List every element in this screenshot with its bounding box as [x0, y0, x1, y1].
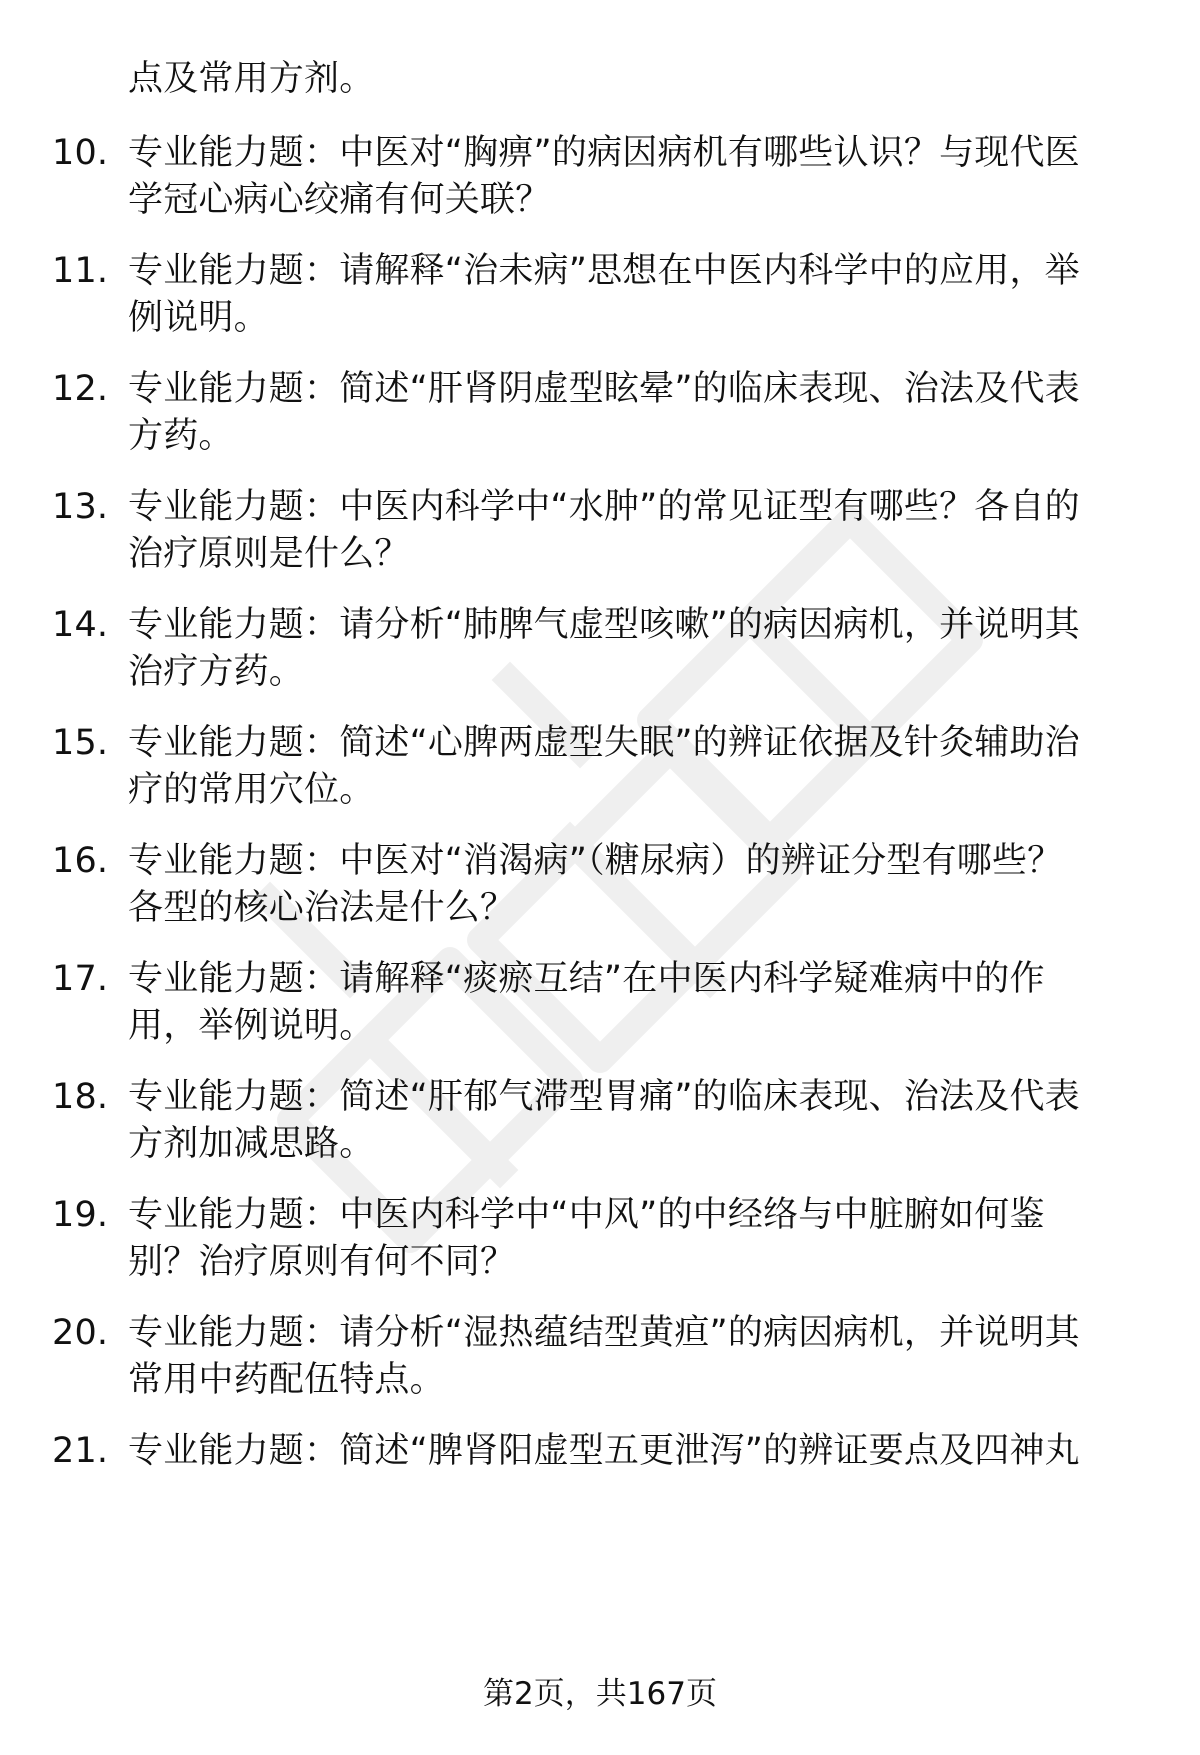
question-number: 10.	[52, 133, 109, 173]
question-text-continued: 治疗方药。	[128, 652, 305, 692]
question-number: 18.	[52, 1077, 109, 1117]
question-text: 专业能力题：简述“心脾两虚型失眠”的辨证依据及针灸辅助治	[128, 723, 1080, 763]
question-text: 专业能力题：简述“肝郁气滞型胃痛”的临床表现、治法及代表	[128, 1077, 1080, 1117]
question-text: 专业能力题：中医对“消渴病”（糖尿病）的辨证分型有哪些？	[128, 841, 1063, 881]
question-text-continued: 治疗原则是什么？	[128, 534, 410, 574]
question-text: 专业能力题：请分析“肺脾气虚型咳嗽”的病因病机，并说明其	[128, 605, 1080, 645]
page-footer: 第2页，共167页	[483, 1676, 717, 1712]
question-text: 专业能力题：简述“肝肾阴虚型眩晕”的临床表现、治法及代表	[128, 369, 1080, 409]
question-text-continued: 用，举例说明。	[128, 1006, 375, 1046]
question-text-continued: 方剂加减思路。	[128, 1124, 375, 1164]
question-number: 11.	[52, 251, 109, 291]
question-text: 专业能力题：请分析“湿热蕴结型黄疸”的病因病机，并说明其	[128, 1313, 1080, 1353]
question-number: 21.	[52, 1431, 109, 1471]
question-text-continued: 学冠心病心绞痛有何关联？	[128, 180, 551, 220]
question-text-continued: 别？治疗原则有何不同？	[128, 1242, 516, 1282]
question-text: 专业能力题：请解释“痰瘀互结”在中医内科学疑难病中的作	[128, 959, 1045, 999]
question-text-continued: 方药。	[128, 416, 234, 456]
question-number: 15.	[52, 723, 109, 763]
question-number: 13.	[52, 487, 109, 527]
question-text: 专业能力题：中医内科学中“水肿”的常见证型有哪些？各自的	[128, 487, 1080, 527]
question-text: 专业能力题：中医对“胸痹”的病因病机有哪些认识？与现代医	[128, 133, 1080, 173]
question-text: 专业能力题：简述“脾肾阳虚型五更泄泻”的辨证要点及四神丸	[128, 1431, 1080, 1471]
question-number: 20.	[52, 1313, 109, 1353]
question-text: 专业能力题：中医内科学中“中风”的中经络与中脏腑如何鉴	[128, 1195, 1045, 1235]
question-number: 16.	[52, 841, 109, 881]
question-text-continued: 例说明。	[128, 298, 269, 338]
question-number: 14.	[52, 605, 109, 645]
question-text-continued: 各型的核心治法是什么？	[128, 888, 516, 928]
continuation-text: 点及常用方剂。	[128, 59, 375, 99]
question-number: 12.	[52, 369, 109, 409]
question-text-continued: 常用中药配伍特点。	[128, 1360, 445, 1400]
question-text: 专业能力题：请解释“治未病”思想在中医内科学中的应用，举	[128, 251, 1080, 291]
question-text-continued: 疗的常用穴位。	[128, 770, 375, 810]
question-number: 19.	[52, 1195, 109, 1235]
question-number: 17.	[52, 959, 109, 999]
